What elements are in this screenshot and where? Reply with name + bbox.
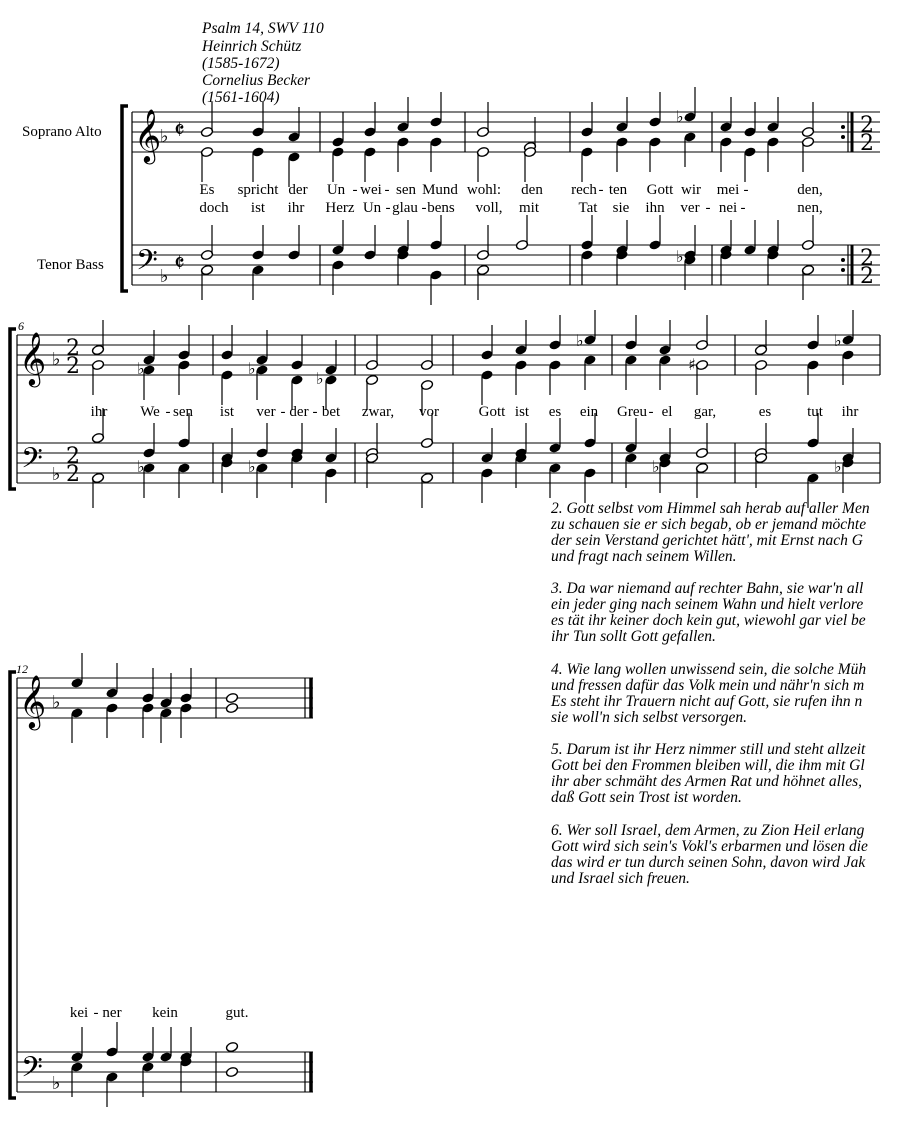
note [255,364,268,400]
note [480,428,493,464]
note [70,1027,83,1063]
note [200,225,213,261]
lyric-syllable: Greu [617,404,647,420]
lyric-syllable: der [288,182,308,198]
note [179,702,192,738]
lyric-syllable: ist [514,404,530,420]
verse-line: 6. Wer soll Israel, dem Armen, zu Zion Heil erlang [551,822,865,839]
note [429,136,442,172]
key-signature-flat: ♭ [52,692,61,713]
note [766,136,779,172]
note [841,310,854,346]
time-signature: 2 [66,336,80,361]
verse-line: Gott bei den Frommen bleiben will, die ihm mit Gl [551,757,865,774]
time-signature: 2 [860,264,874,289]
time-signature: 2 [860,131,874,156]
note [801,102,814,138]
note [220,325,233,361]
note [648,215,661,251]
notehead [225,692,238,703]
verse-line: ihr aber schmäht des Armen Rat und höhnet alles, [551,773,862,790]
notehead [225,702,238,713]
note [105,663,118,699]
treble-clef: 𝄞 [134,108,162,162]
note [396,249,409,285]
verse-line: ein jeder ging nach seinem Wahn und hielt verlore [551,596,864,613]
verse-line: sie woll'n sich selbst versorgen. [551,709,748,726]
lyric-syllable: Es [199,182,215,198]
lyric-syllable: kei [69,1005,89,1021]
lyric-syllable: - [93,1005,99,1021]
accidental-flat: ♭ [248,457,256,476]
lyric-syllable: ihn [645,200,665,216]
lyric-syllable: gar, [693,404,717,420]
note [766,97,779,133]
accidental-flat: ♭ [137,359,145,378]
lyric-syllable: - [165,404,171,420]
note [548,418,561,454]
note [695,462,708,498]
note [580,249,593,285]
note [480,467,493,503]
note [743,102,756,138]
time-signature: 2 [860,246,874,271]
note [363,146,376,182]
note [548,359,561,395]
verse-line: Gott wird sich sein's Vokl's erbarmen und lösen die [551,838,868,855]
notehead [225,1066,238,1077]
system-bracket [122,106,128,291]
note [251,264,264,300]
note [580,102,593,138]
accidental-flat: ♭ [652,457,660,476]
note [743,220,756,256]
lyric-syllable: - [648,404,654,420]
lyric-syllable: wei [360,182,382,198]
note [841,349,854,385]
lyric-syllable: Gott [646,182,674,198]
note [615,97,628,133]
repeat-dot [841,135,845,139]
lyric-syllable: Un [362,200,382,216]
lyric-syllable: vor [419,404,439,420]
note [719,249,732,285]
note [429,92,442,128]
note [583,310,596,346]
time-signature: 2 [860,113,874,138]
note [159,1027,172,1063]
note [658,428,671,464]
note [658,320,671,356]
note [220,457,233,493]
header-line: (1561-1604) [202,89,280,106]
lyric-syllable: zwar, [361,404,395,420]
lyric-syllable: - [280,404,286,420]
instrument-name-upper: Soprano Alto [22,124,102,140]
header-line: Heinrich Schütz [202,38,302,55]
treble-clef: 𝄞 [19,674,47,728]
lyric-syllable: - [743,182,749,198]
note [514,423,527,459]
lyric-syllable: - [740,200,746,216]
lyric-syllable: sen [173,404,193,420]
lyric-syllable: Gott [478,404,506,420]
note [363,225,376,261]
note [420,472,433,508]
cut-time-signature: 𝄵 [174,116,185,144]
key-signature-flat: ♭ [52,1073,61,1094]
lyric-syllable: spricht [237,182,279,198]
note [683,225,696,261]
key-signature-flat: ♭ [52,464,61,485]
note [331,220,344,256]
note [429,269,442,305]
note [683,87,696,123]
note [514,359,527,395]
note [583,354,596,390]
note [624,354,637,390]
header-line: Psalm 14, SWV 110 [202,20,324,37]
note [615,249,628,285]
note [141,1027,154,1063]
note [179,1056,192,1092]
measure-number: 6 [18,319,24,333]
note [200,102,213,138]
lyric-syllable: den [521,182,543,198]
note [331,112,344,148]
accidental-flat: ♭ [316,369,324,388]
time-signature: 2 [66,354,80,379]
lyric-syllable: ein [579,404,599,420]
note [324,467,337,503]
lyric-syllable: sie [612,200,630,216]
key-signature-flat: ♭ [52,349,61,370]
lyric-syllable: mit [518,200,540,216]
lyric-syllable: el [661,404,673,420]
verse-line: zu schauen sie er sich begab, ob er jemand möchte [551,516,867,533]
note [177,325,190,361]
lyric-syllable: - [384,182,390,198]
system-bracket [10,329,16,489]
lyric-syllable: mei [716,182,740,198]
lyric-syllable: kein [152,1005,178,1021]
lyric-syllable: ihr [841,404,859,420]
note [515,215,528,251]
note [179,668,192,704]
lyric-syllable: ten [608,182,628,198]
note [719,136,732,172]
note [648,136,661,172]
lyric-syllable: Un [326,182,346,198]
note [70,707,83,743]
accidental-flat: ♭ [676,107,684,126]
time-signature: 2 [66,444,80,469]
system-bracket [10,672,16,1098]
accidental-flat: ♭ [248,359,256,378]
instrument-name-lower: Tenor Bass [37,257,104,273]
lyric-syllable: doch [199,200,229,216]
note [220,369,233,405]
note [255,462,268,498]
note [476,225,489,261]
note [220,428,233,464]
note [476,146,489,182]
verse-line: 5. Darum ist ihr Herz nimmer still und steht allzeit [551,741,866,758]
staff-bass-2 [17,443,880,483]
repeat-dot [841,125,845,129]
note [480,325,493,361]
verse-line: daß Gott sein Trost ist worden. [551,789,742,806]
note [766,249,779,285]
note [396,220,409,256]
header-line: Cornelius Becker [202,72,311,89]
note [225,702,238,713]
lyric-syllable: ver [680,200,700,216]
note [476,264,489,300]
note [766,220,779,256]
measure-number: 12 [16,662,28,676]
note [801,136,814,172]
note [429,215,442,251]
note [420,335,433,371]
note [251,225,264,261]
note [287,225,300,261]
lyric-syllable: ist [219,404,235,420]
lyric-syllable: We [140,404,160,420]
note [363,102,376,138]
lyric-syllable: der [289,404,309,420]
cut-time-signature: 𝄵 [174,249,185,277]
note [141,668,154,704]
lyric-syllable: bens [427,200,455,216]
note [105,702,118,738]
note [583,467,596,503]
lyric-syllable: es [548,404,562,420]
note [91,320,104,356]
note [695,359,708,395]
accidental-flat: ♭ [576,331,584,350]
note [91,359,104,395]
note [200,264,213,300]
lyric-syllable: - [352,182,358,198]
note [548,462,561,498]
note [70,653,83,689]
lyric-syllable: es [758,404,772,420]
lyric-syllable: voll, [475,200,503,216]
note [806,359,819,395]
note [159,707,172,743]
note [177,359,190,395]
bass-clef: 𝄢 [136,244,158,284]
lyric-syllable: ist [250,200,266,216]
note [331,146,344,182]
note [624,418,637,454]
bass-clef: 𝄢 [21,442,43,482]
note [514,320,527,356]
note [743,146,756,182]
accidental-sharp: ♯ [688,355,696,374]
key-signature-flat: ♭ [160,266,169,287]
treble-clef: 𝄞 [19,331,47,385]
note [841,428,854,464]
lyric-syllable: - [421,200,427,216]
lyric-syllable: nei [718,200,738,216]
lyric-syllable: rech [571,182,597,198]
lyric-syllable: nen, [797,200,823,216]
lyric-syllable: glau [392,200,418,216]
header-block [201,20,324,106]
lyric-syllable: bet [321,404,341,420]
note [615,136,628,172]
accidental-flat: ♭ [834,331,842,350]
note [801,215,814,251]
note [806,315,819,351]
note [365,335,378,371]
note [615,220,628,256]
note [754,320,767,356]
accidental-flat: ♭ [137,457,145,476]
note [548,315,561,351]
lyric-syllable: Herz [325,200,355,216]
note [658,354,671,390]
note [580,215,593,251]
note [580,146,593,182]
verse-line: 2. Gott selbst vom Himmel sah herab auf aller Men [551,500,870,517]
verse-line: und fressen dafür das Volk mein und nähr'n sich m [551,677,865,694]
note [396,136,409,172]
note [91,472,104,508]
note [290,335,303,371]
note [225,1041,238,1052]
note [480,369,493,405]
note [695,315,708,351]
note [658,457,671,493]
verse-line: der sein Verstand gerichtet hätt', mit Ernst nach G [551,532,863,549]
verse-line: das wird er tun durch seinen Sohn, davon wird Jak [551,854,866,871]
note [200,146,213,182]
verse-line: es tät ihr keiner doch kein gut, wiewohl gar viel be [551,612,866,629]
note [719,220,732,256]
note [523,146,536,182]
verse-line: Es steht ihr Trauern nicht auf Gott, sie rufen ihn n [551,693,863,710]
note [719,97,732,133]
note [324,428,337,464]
header-line: (1585-1672) [202,55,280,72]
note [624,315,637,351]
lyric-syllable: - [312,404,318,420]
lyric-syllable: tut [807,404,823,420]
note [331,259,344,295]
verse-line: 3. Da war niemand auf rechter Bahn, sie war'n all [551,580,864,597]
note [177,462,190,498]
note [105,1022,118,1058]
note [396,97,409,133]
note [141,702,154,738]
note [251,146,264,182]
lyric-syllable: sen [396,182,416,198]
lyric-syllable: ihr [90,404,108,420]
accidental-flat: ♭ [676,247,684,266]
lyric-syllable: Mund [422,182,458,198]
lyric-syllable: wir [681,182,701,198]
verse-line: und fragt nach seinem Willen. [551,548,737,565]
note [683,131,696,167]
note [179,1027,192,1063]
lyric-syllable: gut. [225,1005,249,1021]
verse-line: und Israel sich freuen. [551,870,690,887]
note [225,1066,238,1077]
verse-line: 4. Wie lang wollen unwissend sein, die solche Müh [551,661,867,678]
lyric-syllable: - [598,182,604,198]
lyric-syllable: Tat [578,200,598,216]
key-signature-flat: ♭ [160,126,169,147]
note [251,102,264,138]
verse-line: ihr Tun sollt Gott gefallen. [551,628,716,645]
note [841,457,854,493]
lyric-syllable: ver [256,404,276,420]
lyric-syllable: - [385,200,391,216]
time-signature: 2 [66,462,80,487]
lyric-syllable: ihr [287,200,305,216]
note [225,692,238,703]
note [754,359,767,395]
note [695,423,708,459]
repeat-dot [841,258,845,262]
lyric-syllable: - [705,200,711,216]
note [648,92,661,128]
lyric-syllable: wohl: [466,182,502,198]
verse-text-block [550,500,870,887]
note [255,423,268,459]
accidental-flat: ♭ [834,457,842,476]
repeat-dot [841,268,845,272]
lyric-syllable: ner [102,1005,122,1021]
notehead [225,1041,238,1052]
lyric-syllable: den, [797,182,823,198]
note [105,1071,118,1107]
note [290,423,303,459]
bass-clef: 𝄢 [21,1051,43,1091]
note [801,264,814,300]
note [142,423,155,459]
note [476,102,489,138]
